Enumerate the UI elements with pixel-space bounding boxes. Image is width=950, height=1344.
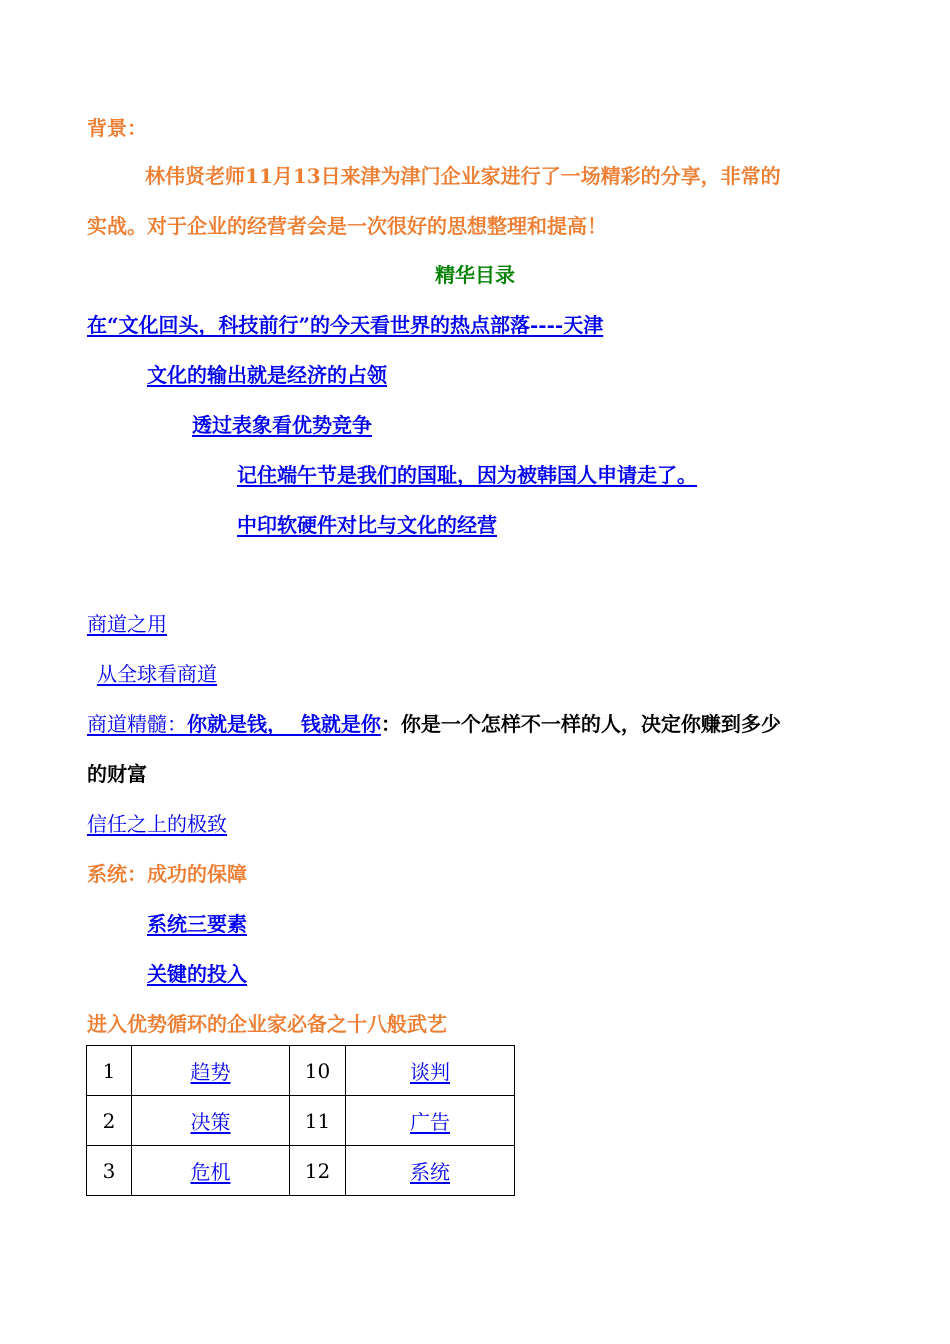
toc-link-china-india[interactable]: 中印软硬件对比与文化的经营 bbox=[237, 513, 497, 537]
toc-link-tianjin[interactable]: 在“文化回头，科技前行”的今天看世界的热点部落----天津 bbox=[87, 313, 604, 337]
arts-link-system[interactable]: 系统 bbox=[410, 1160, 450, 1184]
table-row bbox=[87, 1046, 515, 1096]
business-essence-text: ：你是一个怎样不一样的人，决定你赚到多少 bbox=[380, 712, 781, 736]
table-row bbox=[87, 1096, 515, 1146]
toc-link-culture-export[interactable]: 文化的输出就是经济的占领 bbox=[147, 363, 387, 387]
table-row bbox=[87, 1146, 515, 1196]
system-heading: 系统：成功的保障 bbox=[87, 862, 247, 886]
row-number: 3 bbox=[87, 1146, 132, 1196]
business-essence-line bbox=[87, 710, 781, 738]
business-essence-text-line2: 的财富 bbox=[87, 762, 147, 786]
background-paragraph-line1: 林伟贤老师11月13日来津为津门企业家进行了一场精彩的分享，非常的 bbox=[145, 164, 781, 188]
business-essence-label-link[interactable]: 商道精髓： bbox=[87, 712, 187, 736]
row-number: 12 bbox=[290, 1146, 346, 1196]
toc-link-competition[interactable]: 透过表象看优势竞争 bbox=[192, 413, 372, 437]
row-number: 10 bbox=[290, 1046, 346, 1096]
arts-link-negotiation[interactable]: 谈判 bbox=[410, 1060, 450, 1084]
business-global-link[interactable]: 从全球看商道 bbox=[97, 662, 217, 686]
arts-link-decision[interactable]: 决策 bbox=[190, 1110, 231, 1134]
background-heading: 背景： bbox=[87, 116, 147, 140]
row-number: 2 bbox=[87, 1096, 132, 1146]
arts-link-advertising[interactable]: 广告 bbox=[410, 1110, 450, 1134]
row-number: 1 bbox=[87, 1046, 132, 1096]
row-number: 11 bbox=[290, 1096, 346, 1146]
system-link-three-elements[interactable]: 系统三要素 bbox=[147, 912, 247, 936]
business-trust-link[interactable]: 信任之上的极致 bbox=[87, 812, 227, 836]
arts-link-crisis[interactable]: 危机 bbox=[190, 1160, 231, 1184]
business-essence-bold-link[interactable]: 你就是钱， 钱就是你 bbox=[187, 712, 381, 736]
arts-table bbox=[86, 1045, 515, 1196]
arts-heading: 进入优势循环的企业家必备之十八般武艺 bbox=[87, 1012, 447, 1036]
toc-title: 精华目录 bbox=[435, 263, 515, 287]
business-use-link[interactable]: 商道之用 bbox=[87, 612, 167, 636]
toc-link-dragon-boat[interactable]: 记住端午节是我们的国耻，因为被韩国人申请走了。 bbox=[237, 463, 697, 487]
arts-link-trend[interactable]: 趋势 bbox=[190, 1060, 231, 1084]
background-paragraph-line2: 实战。对于企业的经营者会是一次很好的思想整理和提高！ bbox=[87, 214, 607, 238]
system-link-key-investment[interactable]: 关键的投入 bbox=[147, 962, 247, 986]
